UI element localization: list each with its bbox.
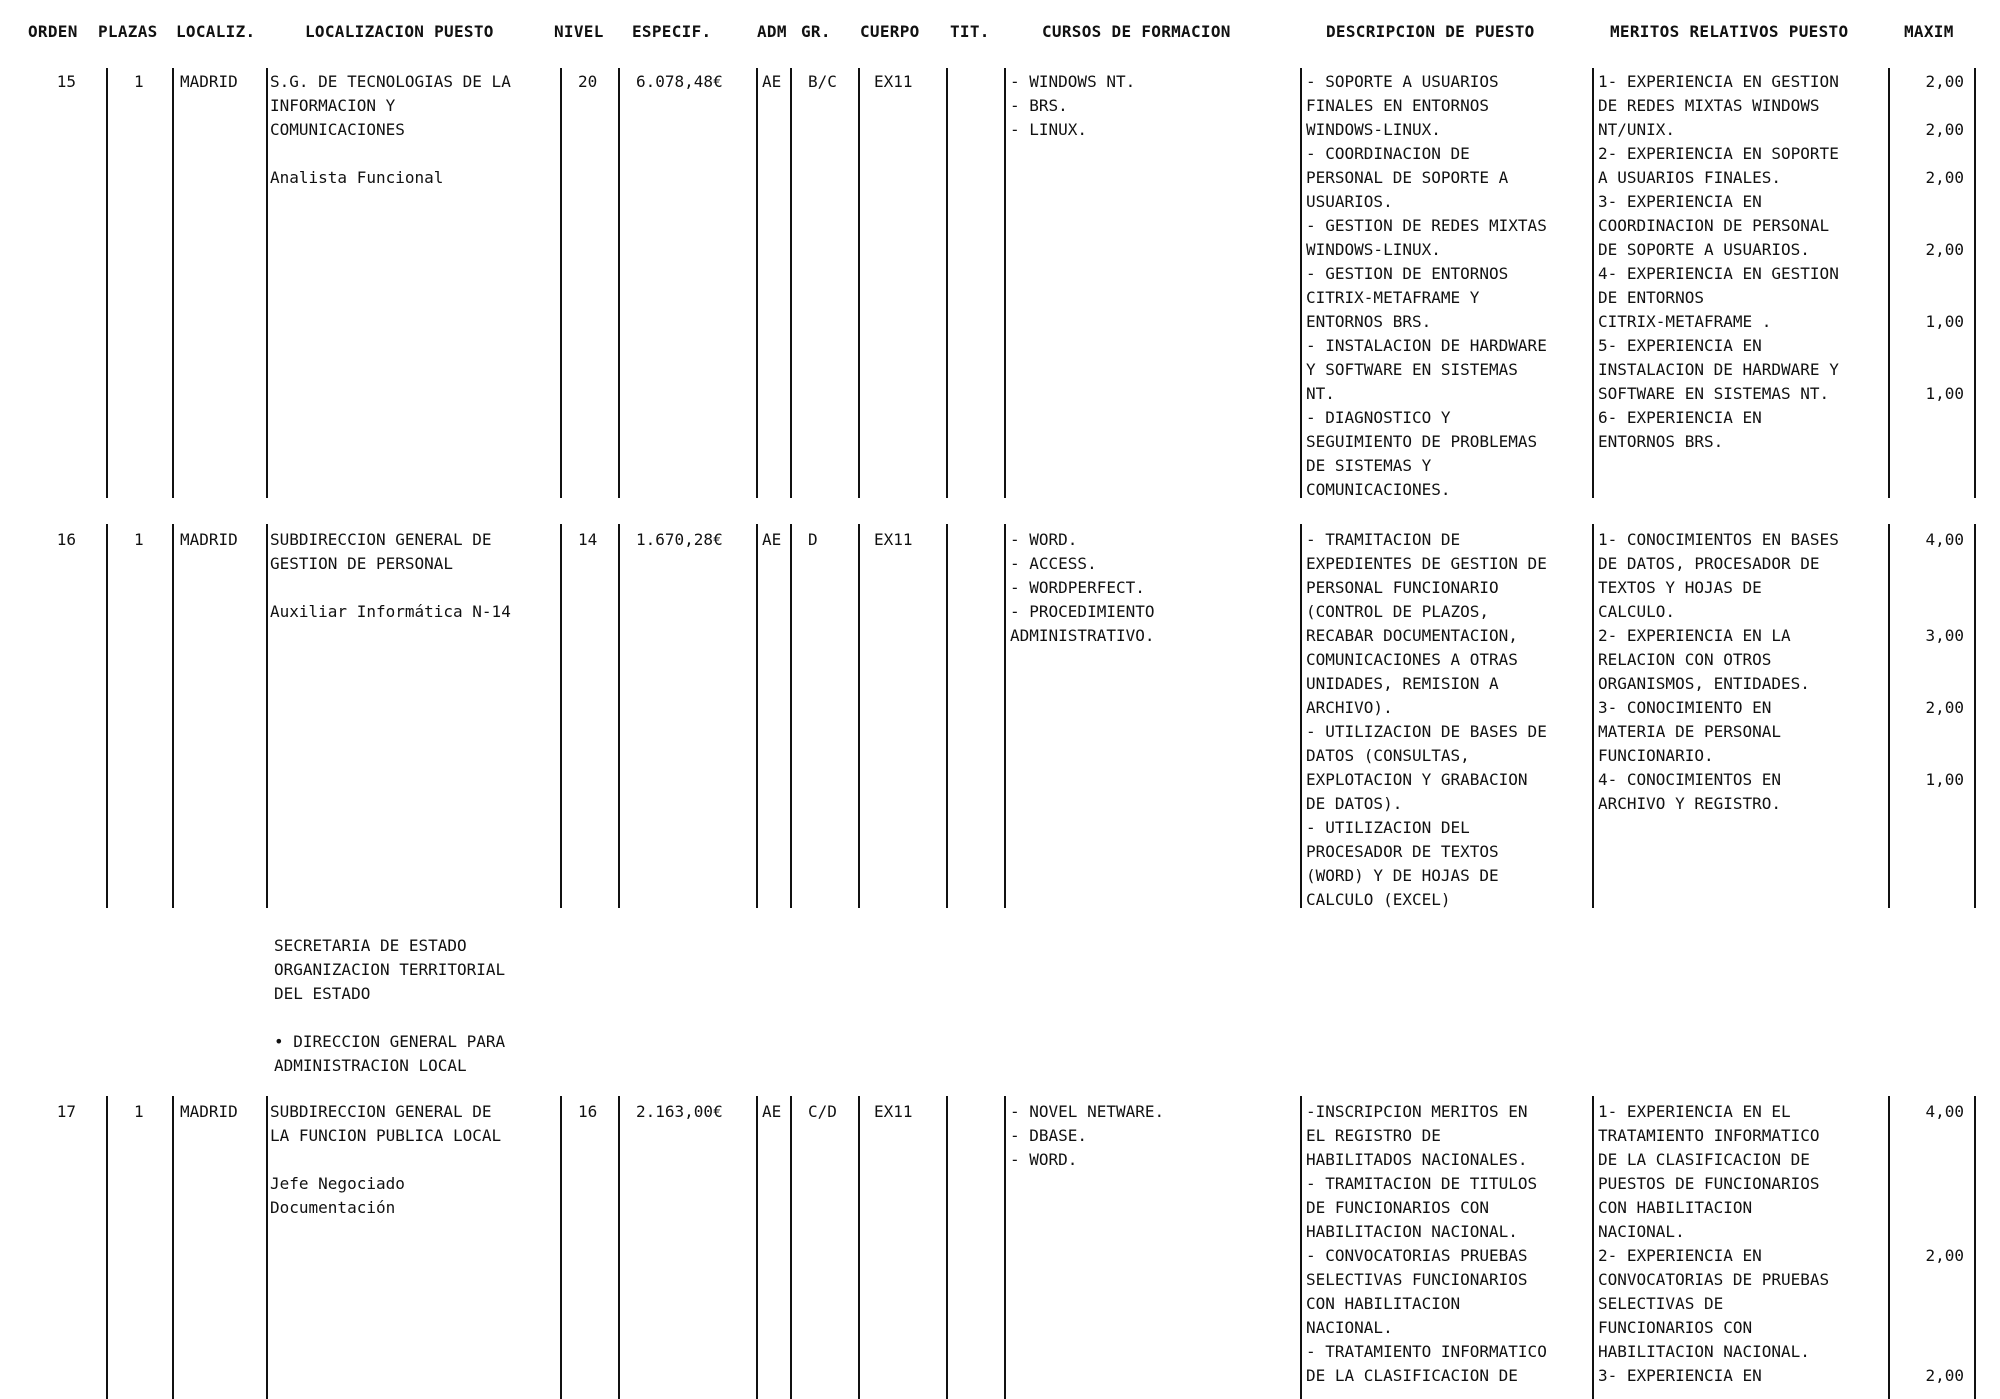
descripcion-cell: -INSCRIPCION MERITOS EN EL REGISTRO DE HABILITADOS NACIONALES. - TRAMITACION DE TITULOS DE FUNCIONARIOS CON HABILITACION NACIONAL. - CONVOCATORIAS PRUEBAS SELECTIVAS FUNCIONARIOS CON HABILITACION NACIONAL. - TRATAMIENTO INFORMATICO DE LA CLASIFICACION DE (1306, 1102, 1547, 1385)
header-cursos: CURSOS DE FORMACION (1042, 22, 1231, 41)
column-divider (172, 524, 174, 908)
column-divider (1004, 68, 1006, 498)
header-especif: ESPECIF. (632, 22, 712, 41)
column-divider (946, 68, 948, 498)
column-divider (1004, 1096, 1006, 1399)
meritos-cell: 1- EXPERIENCIA EN GESTION DE REDES MIXTAS WINDOWS NT/UNIX. 2- EXPERIENCIA EN SOPORTE A USUARIOS FINALES. 3- EXPERIENCIA EN COORDINACION DE PERSONAL DE SOPORTE A USUARIOS. 4- EXPERIENCIA EN GESTION DE ENTORNOS CITRIX-METAFRAME . 5- EXPERIENCIA EN INSTALACION DE HARDWARE Y SOFTWARE EN SISTEMAS NT. 6- EXPERIENCIA EN ENTORNOS BRS. (1598, 72, 1839, 451)
column-divider (790, 1096, 792, 1399)
column-divider (1300, 68, 1302, 498)
section-secretaria: SECRETARIA DE ESTADO ORGANIZACION TERRITORIAL DEL ESTADO (274, 936, 506, 1003)
column-divider (618, 524, 620, 908)
especif-cell: 1.670,28€ (636, 530, 723, 549)
header-cuerpo: CUERPO (860, 22, 920, 41)
localiz-cell: MADRID (180, 530, 238, 549)
meritos-cell: 1- CONOCIMIENTOS EN BASES DE DATOS, PROCESADOR DE TEXTOS Y HOJAS DE CALCULO. 2- EXPERIENCIA EN LA RELACION CON OTROS ORGANISMOS, ENTIDADES. 3- CONOCIMIENTO EN MATERIA DE PERSONAL FUNCIONARIO. 4- CONOCIMIENTOS EN ARCHIVO Y REGISTRO. (1598, 530, 1839, 813)
column-divider (756, 1096, 758, 1399)
column-divider (266, 524, 268, 908)
column-divider (1974, 1096, 1976, 1399)
adm-cell: AE (762, 1102, 782, 1121)
column-divider (858, 524, 860, 908)
column-divider (946, 524, 948, 908)
cursos-cell: - WORD. - ACCESS. - WORDPERFECT. - PROCEDIMIENTO ADMINISTRATIVO. (1010, 530, 1155, 645)
maxim-cell: 2,00 2,00 2,00 2,00 1,00 1,00 (1925, 72, 1964, 403)
header-plazas: PLAZAS (98, 22, 158, 41)
column-divider (1300, 1096, 1302, 1399)
column-divider (756, 68, 758, 498)
adm-cell: AE (762, 72, 782, 91)
gr-cell: C/D (808, 1102, 837, 1121)
cursos-cell: - NOVEL NETWARE. - DBASE. - WORD. (1010, 1102, 1165, 1169)
cuerpo-cell: EX11 (874, 530, 913, 549)
plazas-cell: 1 (134, 530, 144, 549)
column-divider (1974, 524, 1976, 908)
column-divider (1888, 1096, 1890, 1399)
section-direccion: • DIRECCION GENERAL PARA ADMINISTRACION LOCAL (274, 1032, 506, 1075)
column-divider (1300, 524, 1302, 908)
cuerpo-cell: EX11 (874, 1102, 913, 1121)
cuerpo-cell: EX11 (874, 72, 913, 91)
column-divider (1592, 1096, 1594, 1399)
column-divider (790, 68, 792, 498)
descripcion-cell: - TRAMITACION DE EXPEDIENTES DE GESTION DE PERSONAL FUNCIONARIO (CONTROL DE PLAZOS, RECABAR DOCUMENTACION, COMUNICACIONES A OTRAS UNIDADES, REMISION A ARCHIVO). - UTILIZACION DE BASES DE DATOS (CONSULTAS, EXPLOTACION Y GRABACION DE DATOS). - UTILIZACION DEL PROCESADOR DE TEXTOS (WORD) Y DE HOJAS DE CALCULO (EXCEL) (1306, 530, 1547, 909)
especif-cell: 6.078,48€ (636, 72, 723, 91)
column-divider (266, 1096, 268, 1399)
column-divider (1004, 524, 1006, 908)
header-tit: TIT. (950, 22, 990, 41)
nivel-cell: 14 (578, 530, 598, 549)
cursos-cell: - WINDOWS NT. - BRS. - LINUX. (1010, 72, 1136, 139)
column-divider (858, 68, 860, 498)
column-divider (858, 1096, 860, 1399)
localizacion-cell: SUBDIRECCION GENERAL DE LA FUNCION PUBLICA LOCAL Jefe Negociado Documentación (270, 1102, 502, 1217)
plazas-cell: 1 (134, 1102, 144, 1121)
localiz-cell: MADRID (180, 1102, 238, 1121)
column-divider (106, 1096, 108, 1399)
column-divider (560, 524, 562, 908)
column-divider (1888, 524, 1890, 908)
descripcion-cell: - SOPORTE A USUARIOS FINALES EN ENTORNOS WINDOWS-LINUX. - COORDINACION DE PERSONAL DE SOPORTE A USUARIOS. - GESTION DE REDES MIXTAS WINDOWS-LINUX. - GESTION DE ENTORNOS CITRIX-METAFRAME Y ENTORNOS BRS. - INSTALACION DE HARDWARE Y SOFTWARE EN SISTEMAS NT. - DIAGNOSTICO Y SEGUIMIENTO DE PROBLEMAS DE SISTEMAS Y COMUNICACIONES. (1306, 72, 1547, 499)
column-divider (1592, 524, 1594, 908)
header-gr: GR. (801, 22, 831, 41)
especif-cell: 2.163,00€ (636, 1102, 723, 1121)
meritos-cell: 1- EXPERIENCIA EN EL TRATAMIENTO INFORMATICO DE LA CLASIFICACION DE PUESTOS DE FUNCIONARIOS CON HABILITACION NACIONAL. 2- EXPERIENCIA EN CONVOCATORIAS DE PRUEBAS SELECTIVAS DE FUNCIONARIOS CON HABILITACION NACIONAL. 3- EXPERIENCIA EN (1598, 1102, 1830, 1385)
gr-cell: D (808, 530, 818, 549)
header-adm: ADM (757, 22, 787, 41)
column-divider (756, 524, 758, 908)
orden-cell: 16 (56, 530, 76, 549)
column-divider (946, 1096, 948, 1399)
header-orden: ORDEN (28, 22, 78, 41)
column-divider (560, 68, 562, 498)
nivel-cell: 16 (578, 1102, 598, 1121)
gr-cell: B/C (808, 72, 837, 91)
nivel-cell: 20 (578, 72, 598, 91)
header-nivel: NIVEL (554, 22, 604, 41)
column-divider (106, 524, 108, 908)
localizacion-cell: S.G. DE TECNOLOGIAS DE LA INFORMACION Y COMUNICACIONES Analista Funcional (270, 72, 511, 187)
column-divider (172, 1096, 174, 1399)
column-divider (1974, 68, 1976, 498)
plazas-cell: 1 (134, 72, 144, 91)
column-divider (1888, 68, 1890, 498)
header-localizacion-puesto: LOCALIZACION PUESTO (305, 22, 494, 41)
column-divider (106, 68, 108, 498)
column-divider (1592, 68, 1594, 498)
localiz-cell: MADRID (180, 72, 238, 91)
column-divider (560, 1096, 562, 1399)
localizacion-cell: SUBDIRECCION GENERAL DE GESTION DE PERSONAL Auxiliar Informática N-14 (270, 530, 511, 621)
orden-cell: 15 (56, 72, 76, 91)
column-divider (618, 1096, 620, 1399)
header-localiz: LOCALIZ. (176, 22, 256, 41)
maxim-cell: 4,00 2,00 2,00 (1925, 1102, 1964, 1385)
column-divider (618, 68, 620, 498)
column-divider (266, 68, 268, 498)
header-maxim: MAXIM (1904, 22, 1954, 41)
column-divider (172, 68, 174, 498)
header-descripcion: DESCRIPCION DE PUESTO (1326, 22, 1535, 41)
column-divider (790, 524, 792, 908)
adm-cell: AE (762, 530, 782, 549)
maxim-cell: 4,00 3,00 2,00 1,00 (1925, 530, 1964, 789)
header-meritos: MERITOS RELATIVOS PUESTO (1610, 22, 1849, 41)
orden-cell: 17 (56, 1102, 76, 1121)
